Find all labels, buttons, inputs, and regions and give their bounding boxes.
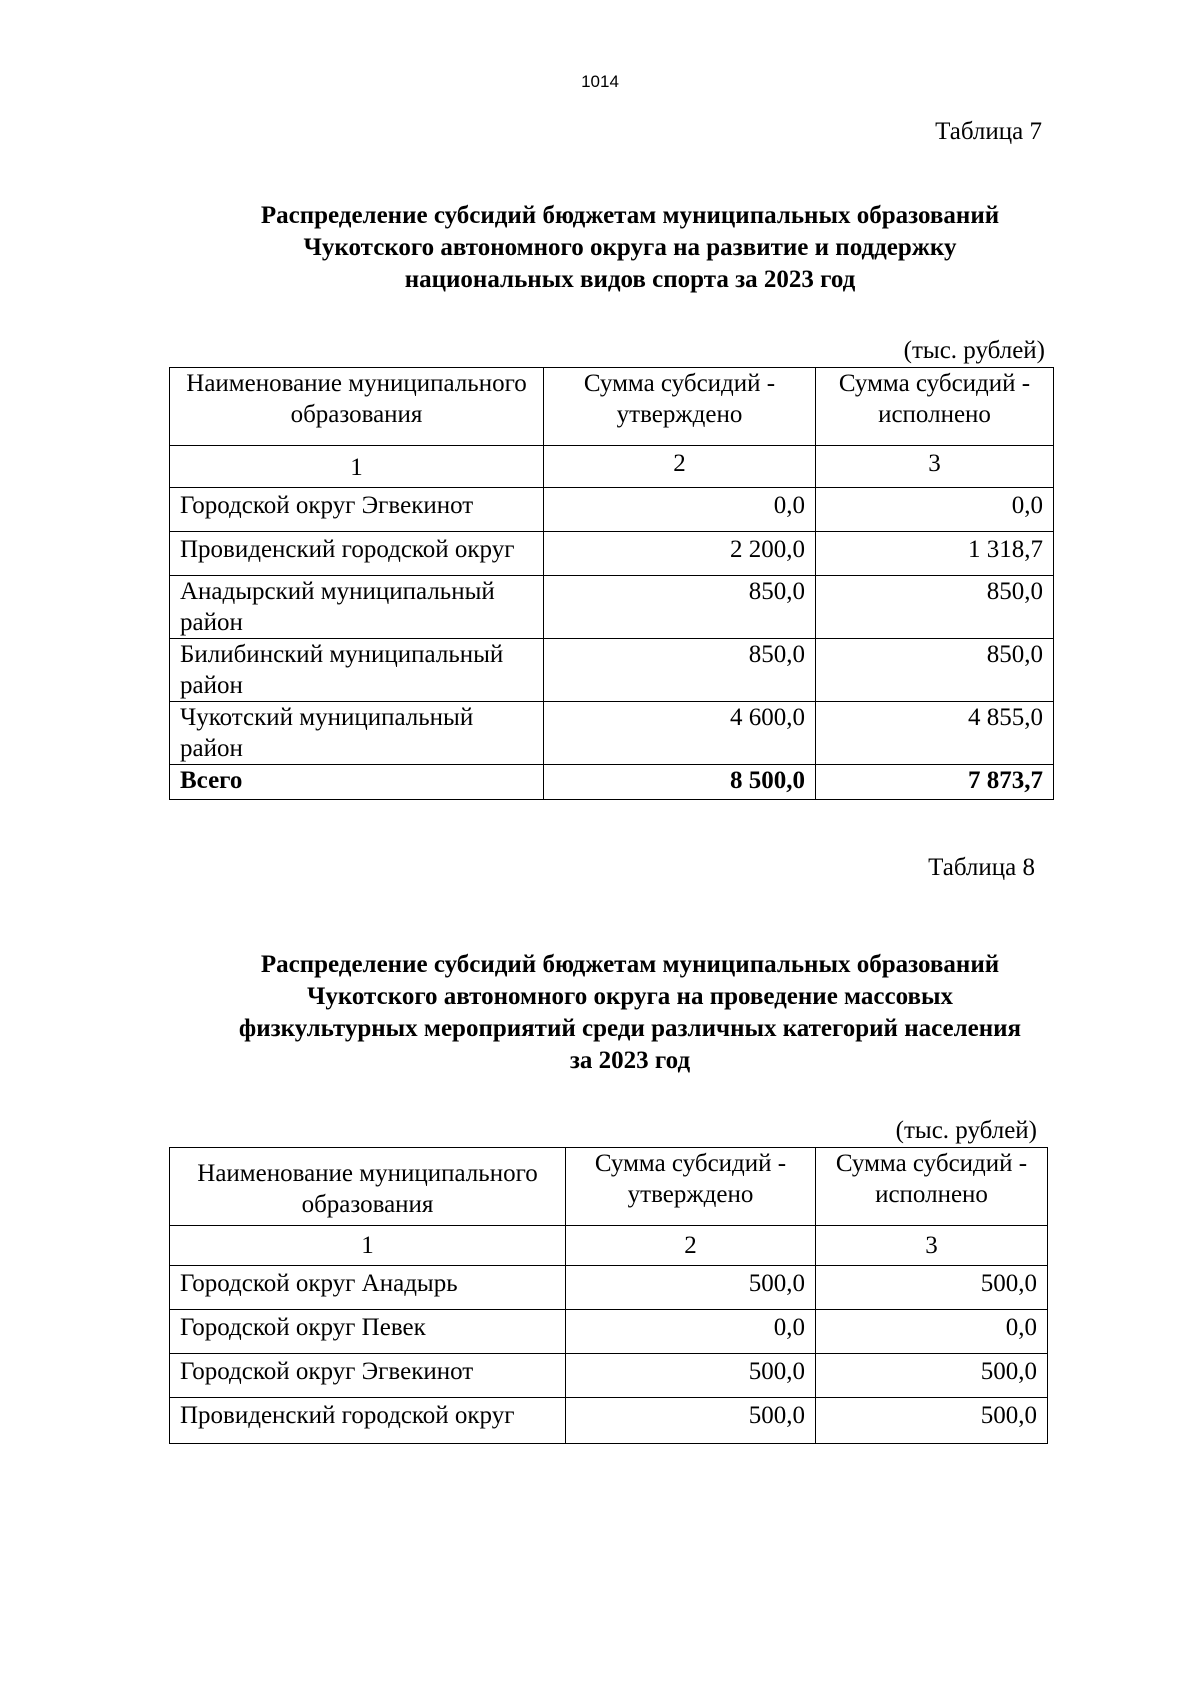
table8-title-line: Чукотского автономного округа на проведение массовых bbox=[306, 983, 954, 1010]
table-row bbox=[170, 1310, 1048, 1354]
row-approved: 500,0 bbox=[566, 1266, 816, 1310]
row-approved: 2 200,0 bbox=[544, 532, 816, 576]
table8-header-name: Наименование муниципального образования bbox=[170, 1148, 566, 1226]
table8-colnum-row bbox=[170, 1226, 1048, 1266]
table7-header-executed: Сумма субсидий - исполнено bbox=[816, 368, 1054, 446]
row-name: Провиденский городской округ bbox=[170, 1398, 566, 1444]
table-row bbox=[170, 1398, 1048, 1444]
row-approved: 500,0 bbox=[566, 1354, 816, 1398]
table7-label: Таблица 7 bbox=[935, 118, 1042, 145]
table8-title-line: физкультурных мероприятий среди различных категорий населения bbox=[238, 1015, 1022, 1042]
table7-colnum-row bbox=[170, 446, 1054, 488]
table-row bbox=[170, 532, 1054, 576]
table7-title-line: Чукотского автономного округа на развитие и поддержку bbox=[303, 234, 957, 261]
table8-header-row bbox=[170, 1148, 1048, 1226]
row-executed: 1 318,7 bbox=[816, 532, 1054, 576]
row-approved: 500,0 bbox=[566, 1398, 816, 1444]
table-row bbox=[170, 1266, 1048, 1310]
table8-colnum: 3 bbox=[816, 1226, 1048, 1266]
table8-colnum: 2 bbox=[566, 1226, 816, 1266]
row-name: Чукотский муниципальный район bbox=[170, 702, 544, 765]
table-row bbox=[170, 702, 1054, 765]
table8-header-approved: Сумма субсидий - утверждено bbox=[566, 1148, 816, 1226]
row-approved: 850,0 bbox=[544, 639, 816, 702]
table8-title-line: Распределение субсидий бюджетам муниципальных образований bbox=[260, 951, 1000, 978]
row-executed: 0,0 bbox=[816, 488, 1054, 532]
table7-title-line: Распределение субсидий бюджетам муниципальных образований bbox=[260, 202, 1000, 229]
row-approved: 0,0 bbox=[566, 1310, 816, 1354]
table8 bbox=[169, 1147, 1048, 1444]
total-name: Всего bbox=[170, 765, 544, 800]
table7-colnum: 1 bbox=[170, 446, 544, 488]
row-executed: 0,0 bbox=[816, 1310, 1048, 1354]
table-row bbox=[170, 1354, 1048, 1398]
table7-colnum: 3 bbox=[816, 446, 1054, 488]
row-approved: 0,0 bbox=[544, 488, 816, 532]
row-executed: 500,0 bbox=[816, 1266, 1048, 1310]
row-executed: 500,0 bbox=[816, 1354, 1048, 1398]
row-executed: 4 855,0 bbox=[816, 702, 1054, 765]
page-number: 1014 bbox=[581, 72, 619, 91]
table7-title bbox=[170, 200, 1090, 296]
row-executed: 500,0 bbox=[816, 1398, 1048, 1444]
total-approved: 8 500,0 bbox=[544, 765, 816, 800]
table7-header-name: Наименование муниципального образования bbox=[170, 368, 544, 446]
row-name: Городской округ Певек bbox=[170, 1310, 566, 1354]
table7-total-row bbox=[170, 765, 1054, 800]
table8-label: Таблица 8 bbox=[928, 854, 1035, 881]
row-name: Провиденский городской округ bbox=[170, 532, 544, 576]
table-row bbox=[170, 639, 1054, 702]
table8-colnum: 1 bbox=[170, 1226, 566, 1266]
row-name: Городской округ Эгвекинот bbox=[170, 1354, 566, 1398]
table7 bbox=[169, 367, 1054, 800]
table7-units: (тыс. рублей) bbox=[903, 337, 1045, 364]
table7-colnum: 2 bbox=[544, 446, 816, 488]
table-row bbox=[170, 576, 1054, 639]
row-name: Анадырский муниципальный район bbox=[170, 576, 544, 639]
table7-title-line: национальных видов спорта за 2023 год bbox=[404, 266, 856, 293]
table8-title-line: за 2023 год bbox=[569, 1047, 691, 1074]
row-approved: 4 600,0 bbox=[544, 702, 816, 765]
row-name: Городской округ Анадырь bbox=[170, 1266, 566, 1310]
table8-header-executed: Сумма субсидий - исполнено bbox=[816, 1148, 1048, 1226]
table7-header-approved: Сумма субсидий - утверждено bbox=[544, 368, 816, 446]
row-name: Билибинский муниципальный район bbox=[170, 639, 544, 702]
table7-header-row bbox=[170, 368, 1054, 446]
row-approved: 850,0 bbox=[544, 576, 816, 639]
table8-units: (тыс. рублей) bbox=[895, 1117, 1037, 1144]
total-executed: 7 873,7 bbox=[816, 765, 1054, 800]
row-executed: 850,0 bbox=[816, 639, 1054, 702]
row-name: Городской округ Эгвекинот bbox=[170, 488, 544, 532]
table-row bbox=[170, 488, 1054, 532]
table8-title bbox=[170, 949, 1090, 1077]
row-executed: 850,0 bbox=[816, 576, 1054, 639]
